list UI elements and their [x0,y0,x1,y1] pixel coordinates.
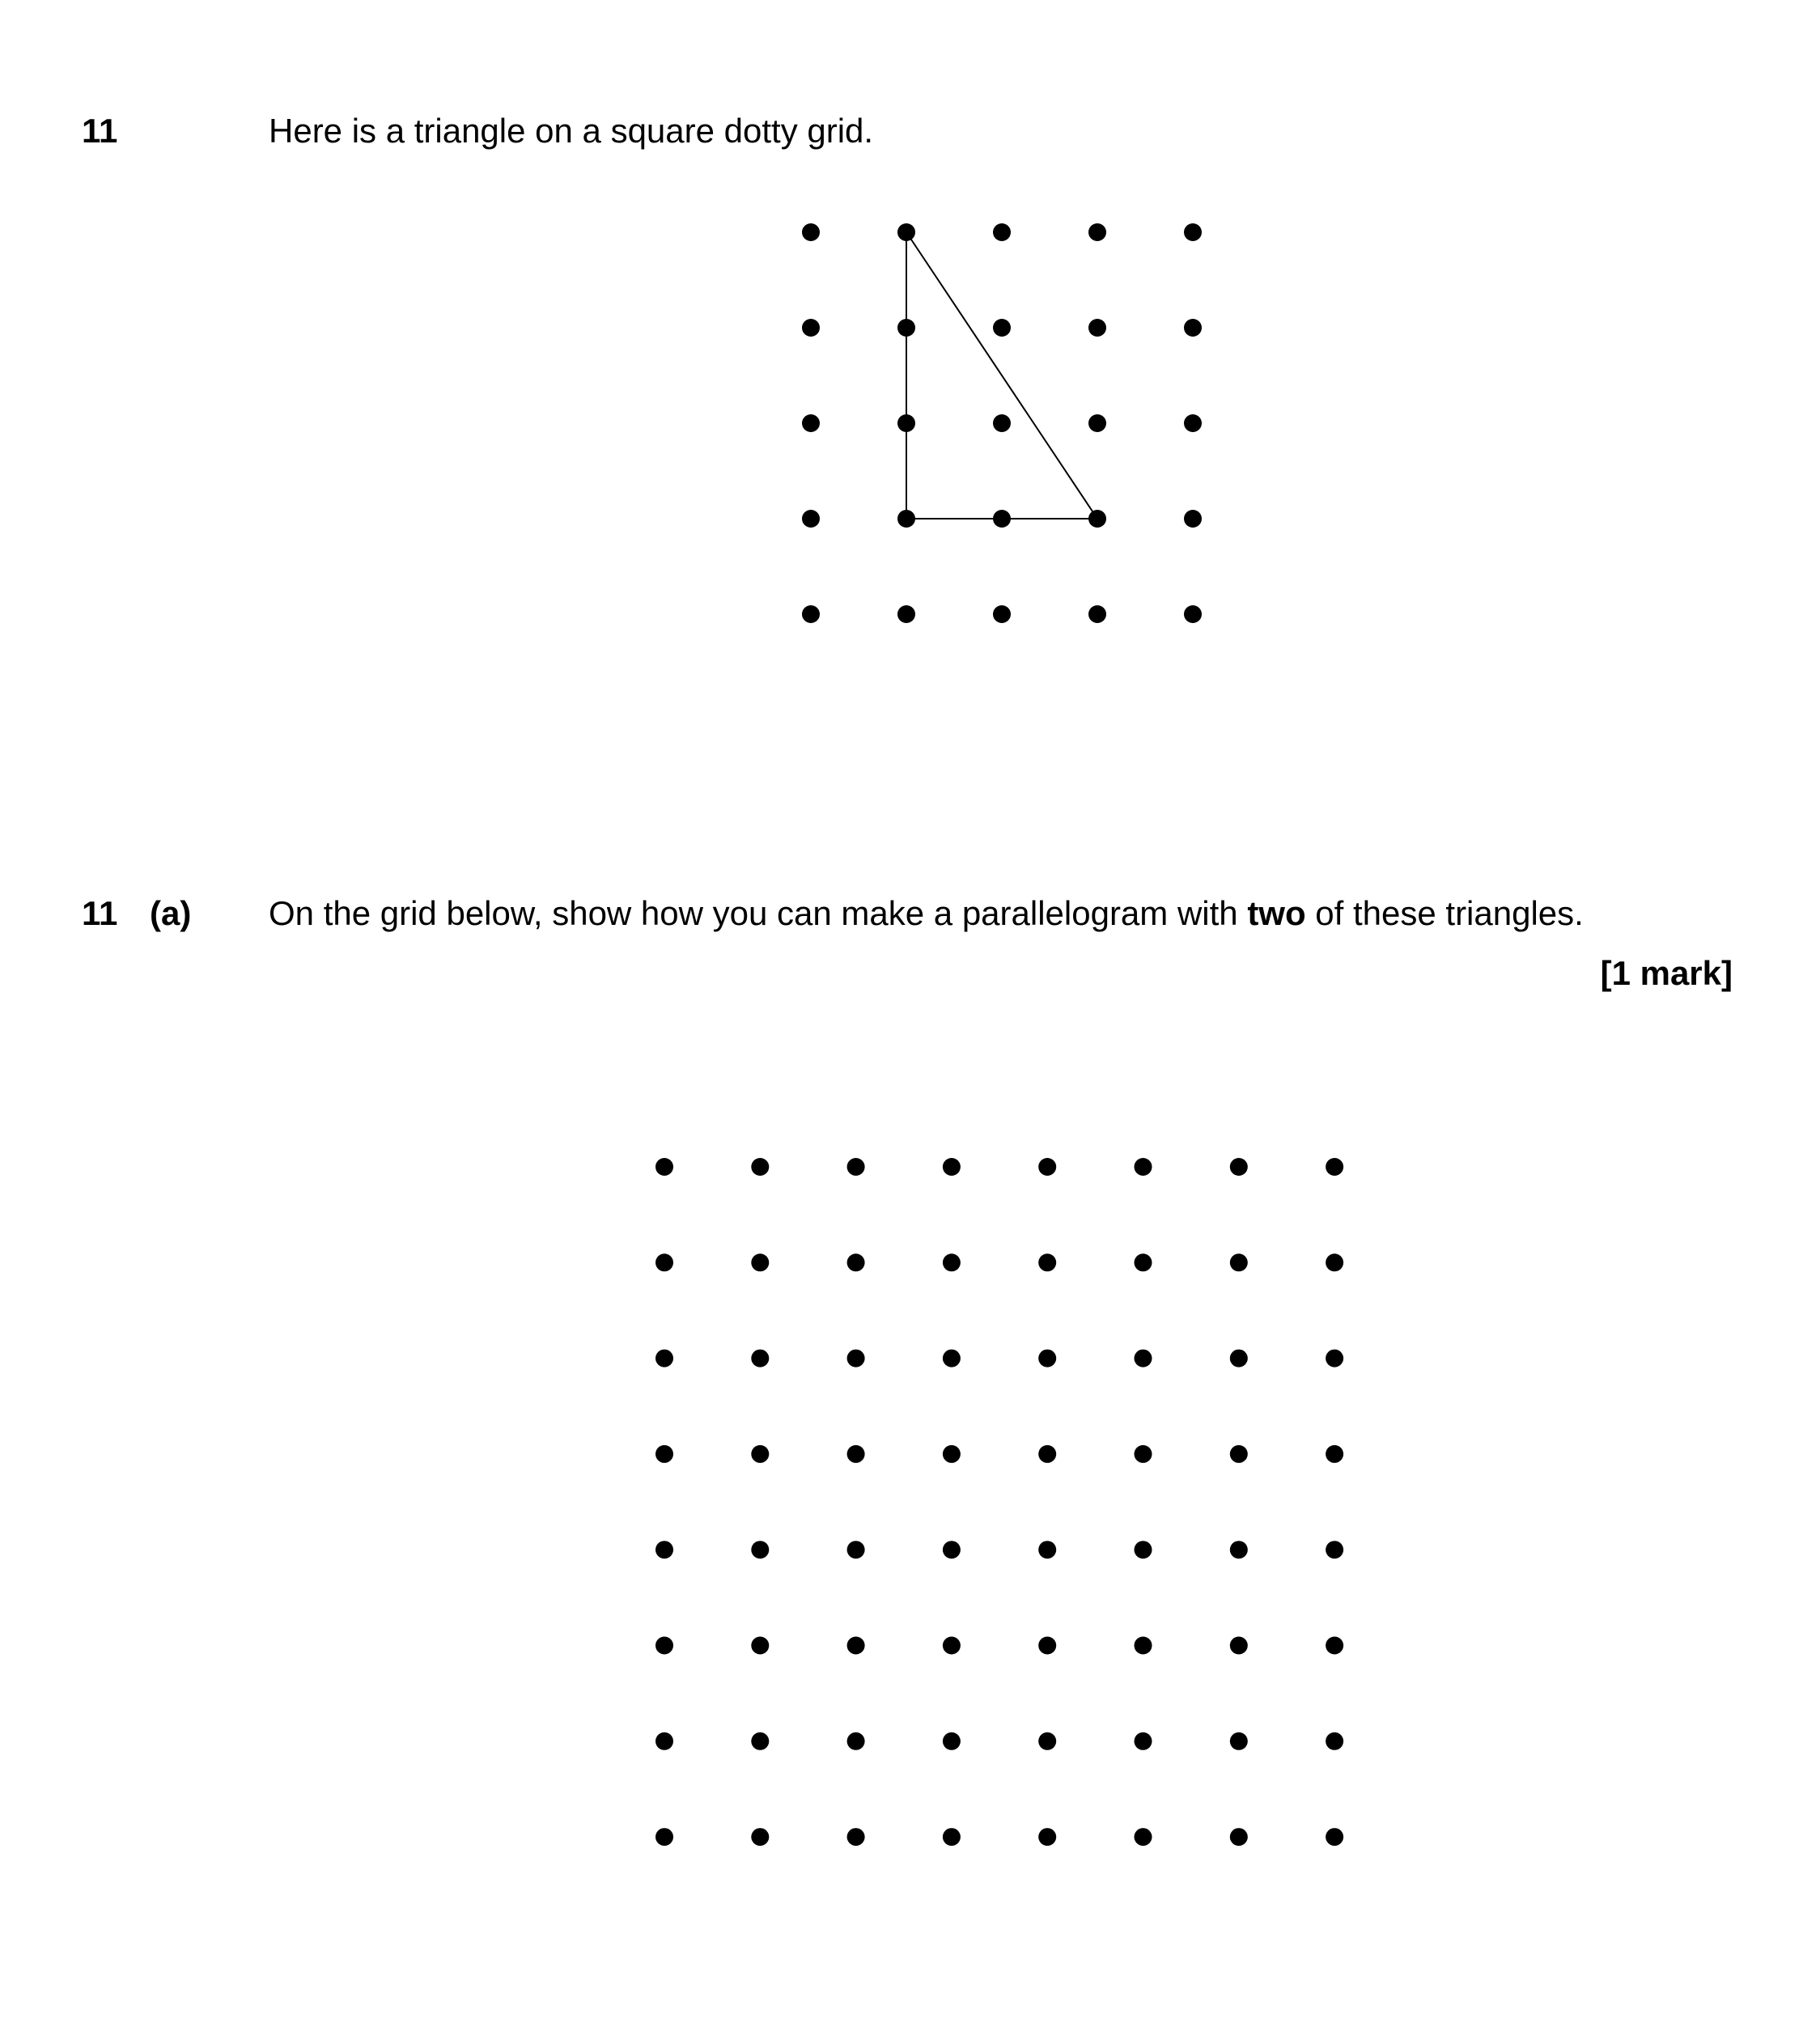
grid-dot[interactable] [751,1158,769,1176]
grid-dot[interactable] [943,1541,961,1558]
grid-dot[interactable] [655,1253,673,1271]
grid-dot[interactable] [655,1732,673,1750]
grid-dot[interactable] [1326,1541,1343,1558]
grid-dot[interactable] [847,1637,865,1655]
grid-dot[interactable] [1326,1637,1343,1655]
grid-dot[interactable] [847,1541,865,1558]
part-a-label: (a) [150,894,192,932]
question-number: 11 [82,112,118,150]
grid-dot[interactable] [1135,1158,1152,1176]
grid-dot[interactable] [1038,1637,1056,1655]
grid-dot[interactable] [943,1350,961,1368]
grid-dot[interactable] [1326,1732,1343,1750]
grid-dot[interactable] [1326,1253,1343,1271]
grid-dot[interactable] [1135,1350,1152,1368]
grid-dot[interactable] [847,1445,865,1463]
grid-dot[interactable] [1326,1828,1343,1846]
grid-dot[interactable] [1135,1637,1152,1655]
grid-dot[interactable] [943,1445,961,1463]
part-a-text-bold: two [1247,894,1306,932]
question-intro-text: Here is a triangle on a square dotty grid. [269,112,874,150]
grid-dot[interactable] [1135,1253,1152,1271]
grid-dot[interactable] [751,1253,769,1271]
grid-dot[interactable] [655,1828,673,1846]
grid-dot[interactable] [1038,1158,1056,1176]
grid-dot[interactable] [1230,1828,1248,1846]
part-a-question-number: 11 [82,894,118,932]
grid-dot[interactable] [1038,1828,1056,1846]
grid-dot[interactable] [751,1541,769,1558]
grid-dot[interactable] [655,1158,673,1176]
grid-dot[interactable] [943,1732,961,1750]
grid-dot[interactable] [847,1828,865,1846]
grid-dot[interactable] [1038,1253,1056,1271]
grid-dot[interactable] [847,1253,865,1271]
grid-dot[interactable] [655,1541,673,1558]
grid-dot[interactable] [1230,1732,1248,1750]
part-a-text-after: of these triangles. [1305,894,1584,932]
grid-dot[interactable] [655,1445,673,1463]
grid-dot[interactable] [943,1828,961,1846]
grid-dot[interactable] [1230,1350,1248,1368]
grid-dot[interactable] [1326,1350,1343,1368]
grid-dot[interactable] [1326,1445,1343,1463]
grid-dot[interactable] [1230,1253,1248,1271]
grid-dot[interactable] [1038,1541,1056,1558]
grid-dot[interactable] [1135,1732,1152,1750]
grid-dot[interactable] [943,1158,961,1176]
grid-dot[interactable] [1230,1541,1248,1558]
grid-dot[interactable] [1230,1637,1248,1655]
grid-dot[interactable] [1038,1732,1056,1750]
grid-dot[interactable] [1230,1445,1248,1463]
grid-dot[interactable] [1135,1445,1152,1463]
marks-label: [1 mark] [1600,954,1733,992]
grid-dot[interactable] [847,1732,865,1750]
grid-dot[interactable] [1135,1541,1152,1558]
grid-dot[interactable] [847,1350,865,1368]
grid-dot[interactable] [1135,1828,1152,1846]
part-a-text-before: On the grid below, show how you can make a parallelogram with [269,894,1248,932]
grid-dot[interactable] [751,1732,769,1750]
grid-dot[interactable] [751,1637,769,1655]
grid-dot[interactable] [943,1253,961,1271]
grid-dot[interactable] [1326,1158,1343,1176]
grid-dot[interactable] [1038,1445,1056,1463]
grid-dot[interactable] [751,1828,769,1846]
grid-dot[interactable] [751,1350,769,1368]
grid-dot[interactable] [847,1158,865,1176]
grid-dot[interactable] [1230,1158,1248,1176]
grid-dot[interactable] [1038,1350,1056,1368]
grid-dot[interactable] [751,1445,769,1463]
grid-dot[interactable] [655,1637,673,1655]
grid-dot[interactable] [943,1637,961,1655]
grid-dot[interactable] [655,1350,673,1368]
